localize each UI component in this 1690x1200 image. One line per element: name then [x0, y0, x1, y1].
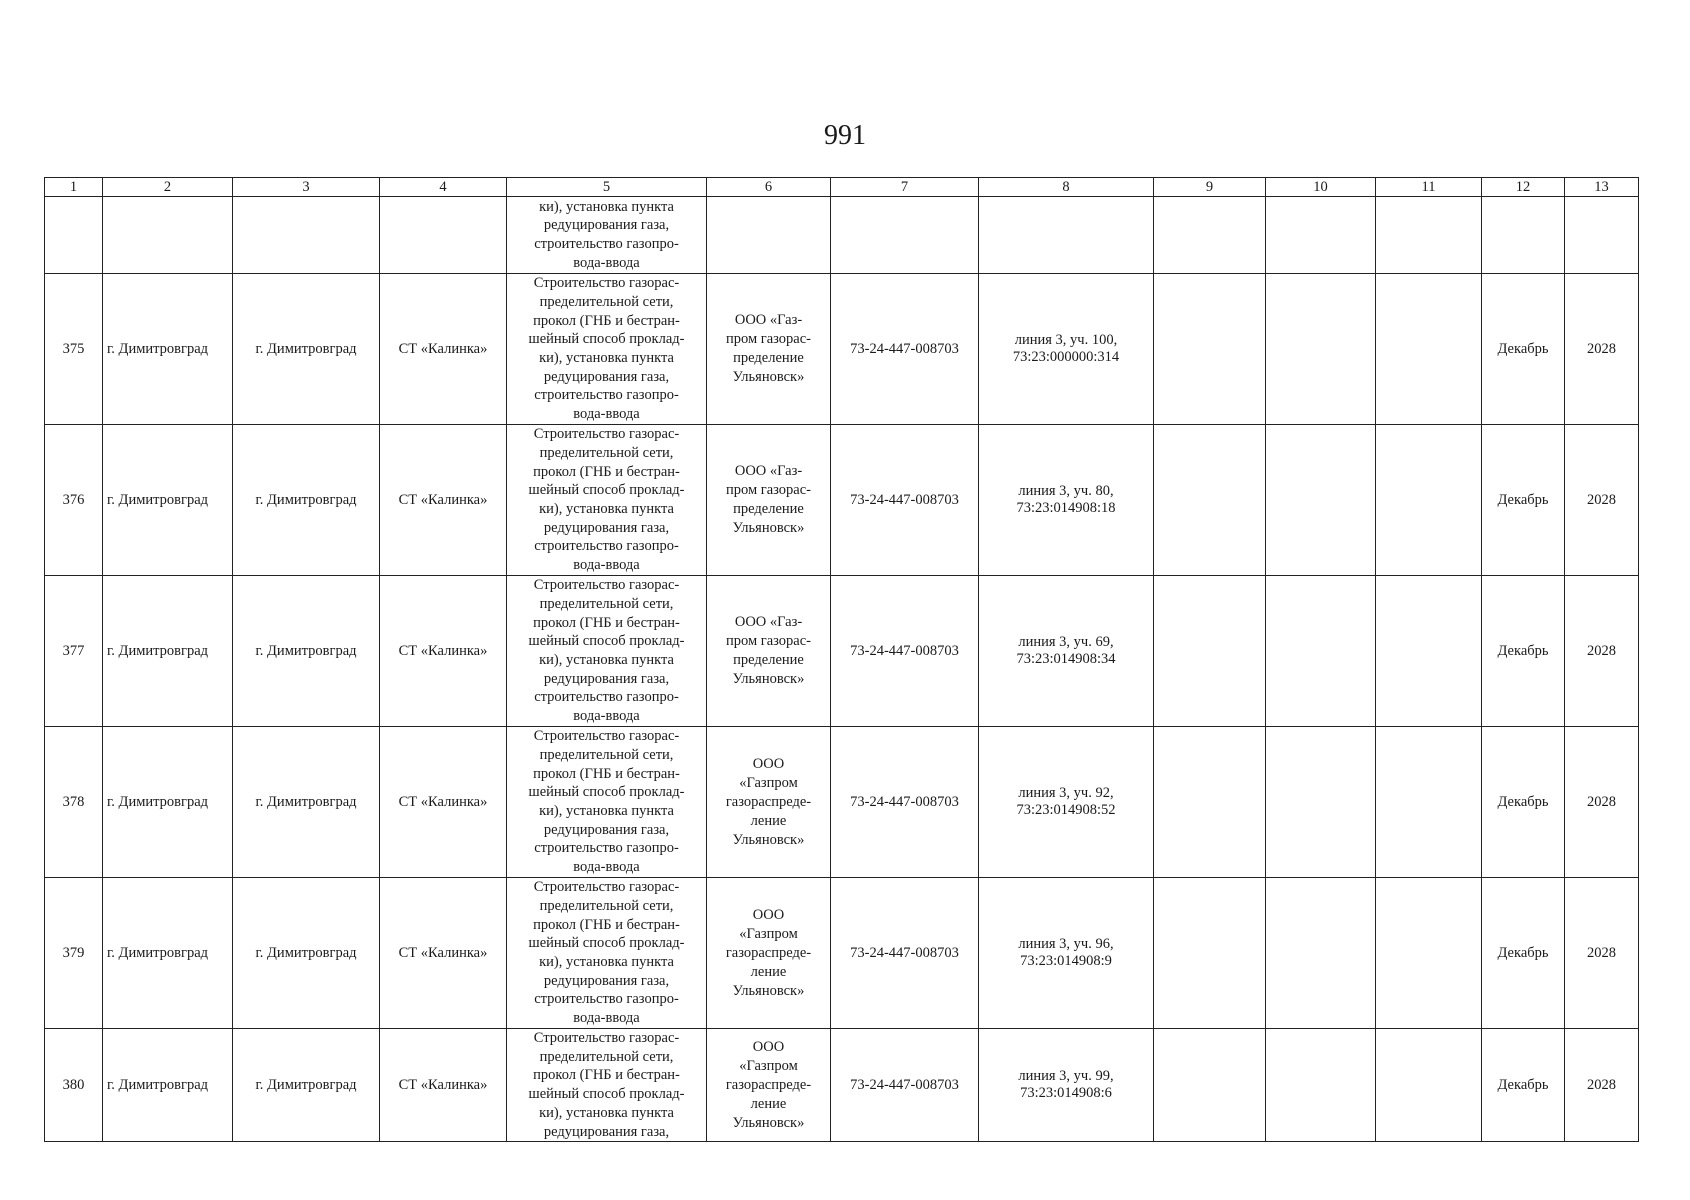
year-cell: 2028 [1565, 878, 1639, 1029]
work-line: Строительство газорас- [533, 275, 680, 292]
year-cell: 2028 [1565, 425, 1639, 576]
column-header: 5 [507, 178, 707, 197]
work-line: вода-ввода [573, 406, 640, 423]
address-line: линия 3, уч. 100, [1014, 332, 1118, 348]
column-9-cell [1154, 274, 1266, 425]
organization-line: ООО [752, 1038, 785, 1055]
address-line: линия 3, уч. 92, [1018, 785, 1114, 801]
work-line: строительство газопро- [534, 538, 679, 555]
locality-cell: г. Димитровград [233, 425, 380, 576]
organization-cell [707, 425, 831, 576]
organization-line: газораспреде- [725, 1076, 812, 1093]
work-description-cell [507, 576, 707, 727]
work-line: шейный способ проклад- [528, 331, 685, 348]
table-row [45, 425, 1639, 576]
column-10-cell [1266, 576, 1376, 727]
table-row [45, 1029, 1639, 1142]
work-description-cell [507, 878, 707, 1029]
code-cell: 73-24-447-008703 [831, 1029, 979, 1142]
column-header: 13 [1565, 178, 1639, 197]
work-line: ки), установка пункта [539, 198, 674, 215]
work-line: вода-ввода [573, 859, 640, 876]
table-row [45, 727, 1639, 878]
work-description-cell [507, 197, 707, 274]
row-number-cell: 375 [45, 274, 103, 425]
work-line: пределительной сети, [539, 595, 674, 612]
work-line: вода-ввода [573, 708, 640, 725]
organization-cell [707, 727, 831, 878]
locality-cell: г. Димитровград [233, 878, 380, 1029]
district-cell: г. Димитровград [103, 878, 233, 1029]
work-line: строительство газопро- [534, 840, 679, 857]
address-line: линия 3, уч. 96, [1018, 936, 1114, 952]
table-row [45, 274, 1639, 425]
empty-cell [1266, 197, 1376, 274]
locality-cell: г. Димитровград [233, 1029, 380, 1142]
work-line: пределительной сети, [539, 444, 674, 461]
address-line: 73:23:014908:18 [1016, 500, 1116, 516]
address-line: 73:23:000000:314 [1012, 349, 1120, 365]
work-line: вода-ввода [573, 254, 640, 271]
empty-cell [707, 197, 831, 274]
organization-line: пром газорас- [725, 633, 811, 649]
organization-line: Ульяновск» [732, 369, 805, 385]
work-line: пределительной сети, [539, 293, 674, 310]
work-line: редуцирования газа, [543, 217, 670, 234]
address-line: линия 3, уч. 80, [1018, 483, 1114, 499]
organization-line: пром газорас- [725, 482, 811, 498]
column-header: 8 [979, 178, 1154, 197]
organization-line: газораспреде- [725, 944, 812, 961]
column-header: 4 [380, 178, 507, 197]
row-number-cell: 378 [45, 727, 103, 878]
month-cell: Декабрь [1482, 425, 1565, 576]
row-number-cell: 376 [45, 425, 103, 576]
object-cell: СТ «Калинка» [380, 274, 507, 425]
address-line: 73:23:014908:9 [1020, 953, 1112, 969]
organization-line: ООО «Газ- [734, 614, 803, 630]
empty-cell [831, 197, 979, 274]
work-line: ки), установка пункта [539, 803, 674, 819]
object-cell: СТ «Калинка» [380, 425, 507, 576]
work-line: вода-ввода [573, 1010, 640, 1027]
work-line: прокол (ГНБ и бестран- [533, 463, 680, 480]
column-header: 1 [45, 178, 103, 197]
address-cell [979, 576, 1154, 727]
address-line: линия 3, уч. 99, [1018, 1068, 1114, 1085]
organization-line: пром газорас- [725, 331, 811, 347]
empty-cell [1376, 197, 1482, 274]
organization-line: газораспреде- [725, 793, 812, 810]
work-line: строительство газопро- [534, 236, 679, 252]
column-11-cell [1376, 878, 1482, 1029]
work-line: пределительной сети, [539, 1048, 674, 1065]
work-line: Строительство газорас- [533, 577, 680, 594]
organization-line: ООО «Газ- [734, 312, 803, 328]
organization-line: Ульяновск» [732, 671, 805, 687]
locality-cell: г. Димитровград [233, 274, 380, 425]
table-row [45, 576, 1639, 727]
year-cell: 2028 [1565, 727, 1639, 878]
row-number-cell: 377 [45, 576, 103, 727]
work-line: ки), установка пункта [539, 501, 674, 517]
register-table [44, 177, 1639, 1142]
organization-cell [707, 274, 831, 425]
object-cell: СТ «Калинка» [380, 576, 507, 727]
district-cell: г. Димитровград [103, 274, 233, 425]
work-line: шейный способ проклад- [528, 1086, 685, 1103]
page-number: 991 [824, 120, 866, 151]
code-cell: 73-24-447-008703 [831, 576, 979, 727]
work-description-cell [507, 425, 707, 576]
work-line: строительство газопро- [534, 991, 679, 1008]
year-cell: 2028 [1565, 1029, 1639, 1142]
column-11-cell [1376, 425, 1482, 576]
district-cell: г. Димитровград [103, 1029, 233, 1142]
year-cell: 2028 [1565, 576, 1639, 727]
work-line: Строительство газорас- [533, 1030, 680, 1046]
column-11-cell [1376, 1029, 1482, 1142]
column-10-cell [1266, 878, 1376, 1029]
work-line: строительство газопро- [534, 387, 679, 404]
year-cell: 2028 [1565, 274, 1639, 425]
organization-line: ление [750, 1095, 787, 1112]
address-line: 73:23:014908:6 [1020, 1085, 1112, 1102]
work-line: шейный способ проклад- [528, 633, 685, 650]
organization-line: Ульяновск» [732, 982, 805, 999]
work-line: пределительной сети, [539, 897, 674, 914]
header-row [45, 178, 1639, 197]
empty-cell [45, 197, 103, 274]
work-line: шейный способ проклад- [528, 935, 685, 952]
month-cell: Декабрь [1482, 727, 1565, 878]
month-cell: Декабрь [1482, 878, 1565, 1029]
organization-line: «Газпром [739, 925, 798, 942]
empty-cell [1565, 197, 1639, 274]
empty-cell [979, 197, 1154, 274]
object-cell: СТ «Калинка» [380, 727, 507, 878]
continuation-row [45, 197, 1639, 274]
code-cell: 73-24-447-008703 [831, 274, 979, 425]
column-10-cell [1266, 425, 1376, 576]
work-line: пределительной сети, [539, 746, 674, 763]
work-line: шейный способ проклад- [528, 482, 685, 499]
column-9-cell [1154, 727, 1266, 878]
work-line: строительство газопро- [534, 689, 679, 706]
column-9-cell [1154, 576, 1266, 727]
column-9-cell [1154, 425, 1266, 576]
organization-line: ООО «Газ- [734, 463, 803, 479]
column-11-cell [1376, 576, 1482, 727]
code-cell: 73-24-447-008703 [831, 878, 979, 1029]
address-line: 73:23:014908:34 [1016, 651, 1116, 667]
organization-cell [707, 878, 831, 1029]
column-header: 10 [1266, 178, 1376, 197]
month-cell: Декабрь [1482, 576, 1565, 727]
work-line: шейный способ проклад- [528, 784, 685, 801]
object-cell: СТ «Калинка» [380, 878, 507, 1029]
empty-cell [1154, 197, 1266, 274]
organization-line: ООО [752, 755, 785, 772]
empty-cell [233, 197, 380, 274]
work-line: ки), установка пункта [539, 652, 674, 668]
address-cell [979, 878, 1154, 1029]
organization-line: Ульяновск» [732, 520, 805, 536]
organization-line: ление [750, 963, 787, 980]
column-header: 7 [831, 178, 979, 197]
column-header: 2 [103, 178, 233, 197]
row-number-cell: 380 [45, 1029, 103, 1142]
work-line: редуцирования газа, [543, 670, 670, 687]
locality-cell: г. Димитровград [233, 576, 380, 727]
organization-cell [707, 576, 831, 727]
column-header: 6 [707, 178, 831, 197]
organization-line: пределение [733, 350, 804, 366]
work-description-cell [507, 274, 707, 425]
work-description-cell [507, 727, 707, 878]
column-11-cell [1376, 727, 1482, 878]
organization-line: ООО [752, 906, 785, 923]
organization-line: Ульяновск» [732, 831, 805, 848]
work-line: прокол (ГНБ и бестран- [533, 614, 680, 631]
address-cell [979, 727, 1154, 878]
column-10-cell [1266, 274, 1376, 425]
organization-line: пределение [733, 652, 804, 668]
object-cell: СТ «Калинка» [380, 1029, 507, 1142]
work-line: редуцирования газа, [543, 972, 670, 989]
work-line: ки), установка пункта [539, 954, 674, 970]
column-10-cell [1266, 727, 1376, 878]
column-9-cell [1154, 878, 1266, 1029]
row-number-cell: 379 [45, 878, 103, 1029]
address-cell [979, 1029, 1154, 1142]
organization-line: «Газпром [739, 1057, 798, 1074]
work-line: Строительство газорас- [533, 728, 680, 745]
district-cell: г. Димитровград [103, 727, 233, 878]
column-10-cell [1266, 1029, 1376, 1142]
work-line: ки), установка пункта [539, 350, 674, 366]
work-line: прокол (ГНБ и бестран- [533, 312, 680, 329]
organization-line: Ульяновск» [732, 1114, 805, 1131]
code-cell: 73-24-447-008703 [831, 425, 979, 576]
work-line: прокол (ГНБ и бестран- [533, 916, 680, 933]
work-line: редуцирования газа, [543, 1123, 670, 1140]
address-line: линия 3, уч. 69, [1018, 634, 1114, 650]
organization-line: пределение [733, 501, 804, 517]
organization-cell [707, 1029, 831, 1142]
organization-line: ление [750, 812, 787, 829]
district-cell: г. Димитровград [103, 576, 233, 727]
work-line: прокол (ГНБ и бестран- [533, 1067, 680, 1084]
organization-line: «Газпром [739, 774, 798, 791]
address-cell [979, 425, 1154, 576]
empty-cell [103, 197, 233, 274]
address-line: 73:23:014908:52 [1016, 802, 1116, 818]
work-line: редуцирования газа, [543, 368, 670, 385]
column-11-cell [1376, 274, 1482, 425]
work-line: Строительство газорас- [533, 879, 680, 896]
work-line: прокол (ГНБ и бестран- [533, 765, 680, 782]
locality-cell: г. Димитровград [233, 727, 380, 878]
district-cell: г. Димитровград [103, 425, 233, 576]
work-description-cell [507, 1029, 707, 1142]
column-header: 12 [1482, 178, 1565, 197]
column-9-cell [1154, 1029, 1266, 1142]
column-header: 3 [233, 178, 380, 197]
code-cell: 73-24-447-008703 [831, 727, 979, 878]
address-cell [979, 274, 1154, 425]
month-cell: Декабрь [1482, 1029, 1565, 1142]
month-cell: Декабрь [1482, 274, 1565, 425]
work-line: редуцирования газа, [543, 821, 670, 838]
work-line: вода-ввода [573, 557, 640, 574]
table-row [45, 878, 1639, 1029]
empty-cell [1482, 197, 1565, 274]
column-header: 11 [1376, 178, 1482, 197]
empty-cell [380, 197, 507, 274]
column-header: 9 [1154, 178, 1266, 197]
work-line: ки), установка пункта [539, 1104, 674, 1121]
work-line: Строительство газорас- [533, 426, 680, 443]
work-line: редуцирования газа, [543, 519, 670, 536]
